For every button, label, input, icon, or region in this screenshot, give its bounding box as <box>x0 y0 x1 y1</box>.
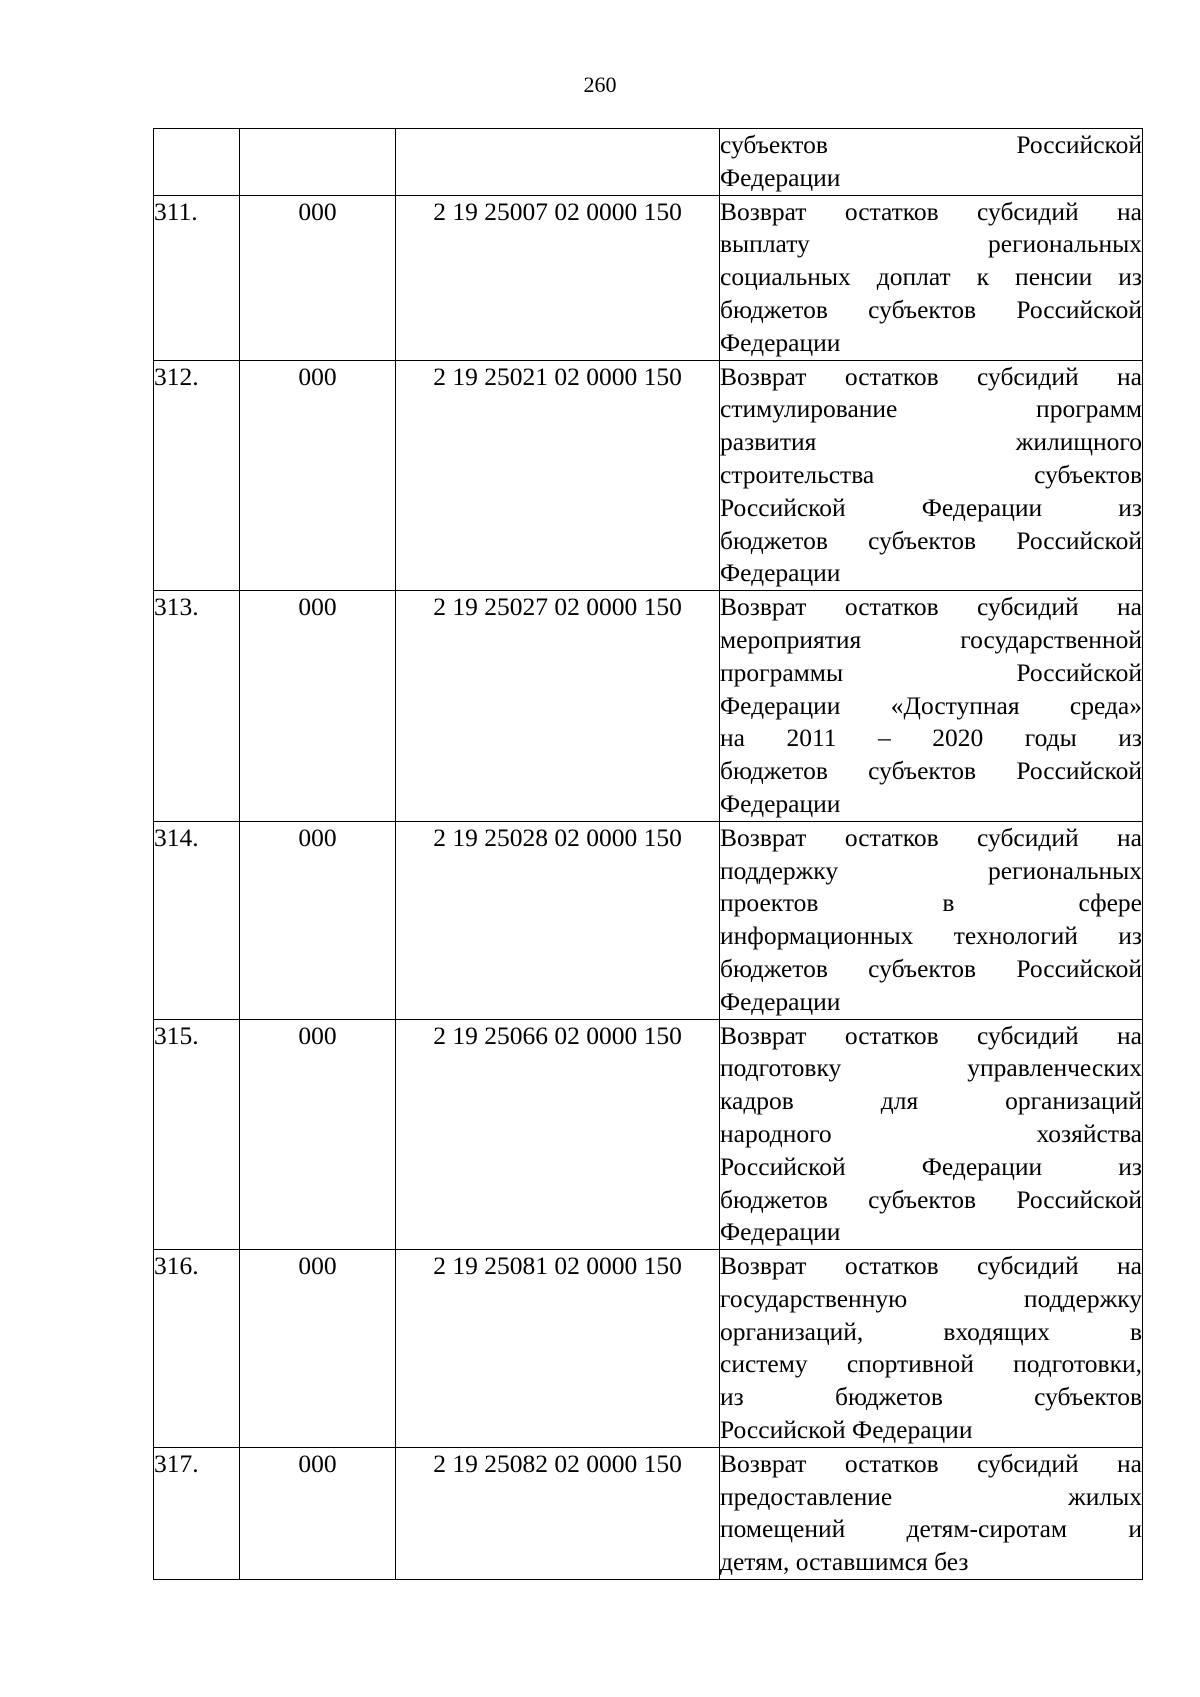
word: стимулирование <box>720 394 898 424</box>
description-line: детям, оставшимся без <box>720 1547 969 1577</box>
budget-code-cell: 2 19 25027 02 0000 150 <box>396 591 720 822</box>
description-line: Федерации <box>720 986 841 1016</box>
description-cell <box>720 1447 1143 1579</box>
word: Российской <box>1016 756 1142 786</box>
word: на <box>1117 1020 1142 1050</box>
word: из <box>720 1382 744 1412</box>
word: годы <box>1024 723 1077 753</box>
word: входящих <box>943 1316 1050 1346</box>
word: предоставление <box>720 1481 893 1511</box>
word: субсидий <box>977 1251 1079 1281</box>
word: из <box>1118 921 1142 951</box>
word: из <box>1118 492 1142 522</box>
description-line <box>720 1118 1142 1151</box>
word: субъектов <box>868 1184 977 1214</box>
description-line <box>720 361 1142 394</box>
description-line <box>720 722 1142 755</box>
admin-code-cell: 000 <box>240 1250 396 1448</box>
description-line <box>720 492 1142 525</box>
word: субъектов <box>1034 1382 1142 1412</box>
description-cell <box>720 591 1143 822</box>
table-row <box>154 591 1143 822</box>
word: Федерации <box>720 690 841 720</box>
description-line <box>720 1184 1142 1217</box>
word: 2011 <box>786 723 837 753</box>
word: жилых <box>1068 1481 1142 1511</box>
description-line <box>720 1316 1142 1349</box>
description-line <box>720 459 1142 492</box>
word: на <box>1117 196 1142 226</box>
admin-code-cell: 000 <box>240 591 396 822</box>
table-row <box>154 821 1143 1019</box>
table-row-continuation <box>154 129 1143 196</box>
description-line <box>720 294 1142 327</box>
row-number-cell: 313. <box>154 591 240 822</box>
word: остатков <box>844 822 939 852</box>
word: бюджетов <box>720 756 828 786</box>
description-line <box>720 1151 1142 1184</box>
budget-code-cell: 2 19 25028 02 0000 150 <box>396 821 720 1019</box>
admin-code-cell: 000 <box>240 195 396 360</box>
word: организаций, <box>720 1316 864 1346</box>
description-line: Федерации <box>720 788 841 818</box>
description-line: Федерации <box>720 162 841 192</box>
description-line <box>720 1381 1142 1414</box>
description-line <box>720 393 1142 426</box>
word: Федерации <box>921 1151 1043 1181</box>
budget-code-cell: 2 19 25066 02 0000 150 <box>396 1019 720 1250</box>
word: поддержку <box>720 855 839 885</box>
word: остатков <box>844 196 939 226</box>
description-line <box>720 887 1142 920</box>
word: Возврат <box>720 361 807 391</box>
word: из <box>1118 1151 1142 1181</box>
table-row <box>154 195 1143 360</box>
description-line <box>720 920 1142 953</box>
description-line <box>720 657 1142 690</box>
word: поддержку <box>1023 1283 1142 1313</box>
word: остатков <box>844 1448 939 1478</box>
word: Российской <box>1016 525 1142 555</box>
word: программы <box>720 657 844 687</box>
word: развития <box>720 427 817 457</box>
word: бюджетов <box>720 525 828 555</box>
description-line <box>720 261 1142 294</box>
word: к <box>976 262 990 292</box>
word: Российской <box>1016 953 1142 983</box>
word: остатков <box>844 1020 939 1050</box>
row-number-cell <box>154 129 240 196</box>
word: и <box>1128 1514 1142 1544</box>
word: хозяйства <box>1036 1118 1142 1148</box>
word: программ <box>1036 394 1142 424</box>
word: управленческих <box>967 1053 1142 1083</box>
word: среда» <box>1069 690 1142 720</box>
word: мероприятия <box>720 624 862 654</box>
description-line: Федерации <box>720 558 841 588</box>
word: Возврат <box>720 1020 807 1050</box>
word: социальных <box>720 262 851 292</box>
word: Возврат <box>720 822 807 852</box>
word: Возврат <box>720 1251 807 1281</box>
table-row <box>154 1250 1143 1448</box>
word: на <box>1117 1448 1142 1478</box>
word: Возврат <box>720 1448 807 1478</box>
description-line <box>720 953 1142 986</box>
description-line <box>720 1052 1142 1085</box>
word: пенсии <box>1015 262 1093 292</box>
word: на <box>1117 1251 1142 1281</box>
admin-code-cell <box>240 129 396 196</box>
word: сфере <box>1078 888 1142 918</box>
word: в <box>942 888 955 918</box>
description-line <box>720 1448 1142 1481</box>
admin-code-cell: 000 <box>240 1447 396 1579</box>
description-line <box>720 228 1142 261</box>
admin-code-cell: 000 <box>240 821 396 1019</box>
word: кадров <box>720 1086 794 1116</box>
description-line <box>720 525 1142 558</box>
budget-code-cell <box>396 129 720 196</box>
admin-code-cell: 000 <box>240 1019 396 1250</box>
word: – <box>878 723 891 753</box>
word: «Доступная <box>890 690 1020 720</box>
description-line <box>720 591 1142 624</box>
word: для <box>880 1086 919 1116</box>
table-body <box>154 129 1143 1580</box>
description-line <box>720 624 1142 657</box>
description-cell <box>720 821 1143 1019</box>
word: доплат <box>876 262 951 292</box>
word: субсидий <box>977 1020 1079 1050</box>
word: Российской <box>1016 130 1142 159</box>
word: 2020 <box>932 723 984 753</box>
row-number-cell: 314. <box>154 821 240 1019</box>
description-line <box>720 426 1142 459</box>
budget-code-cell: 2 19 25021 02 0000 150 <box>396 360 720 591</box>
word: организаций <box>1005 1086 1142 1116</box>
word: Российской <box>1016 294 1142 324</box>
budget-codes-table <box>153 128 1143 1580</box>
description-line <box>720 1513 1142 1546</box>
description-cell <box>720 1019 1143 1250</box>
description-line: Российской Федерации <box>720 1415 973 1445</box>
description-line <box>720 1348 1142 1381</box>
row-number-cell: 317. <box>154 1447 240 1579</box>
word: субсидий <box>977 196 1079 226</box>
word: субсидий <box>977 592 1079 622</box>
word: проектов <box>720 888 819 918</box>
word: подготовки, <box>1013 1349 1142 1379</box>
description-line <box>720 690 1142 723</box>
page-number: 260 <box>583 72 617 97</box>
word: субсидий <box>977 1448 1079 1478</box>
description-line <box>720 1085 1142 1118</box>
word: народного <box>720 1118 832 1148</box>
table-row <box>154 1019 1143 1250</box>
row-number-cell: 316. <box>154 1250 240 1448</box>
word: государственную <box>720 1283 908 1313</box>
description-cell <box>720 1250 1143 1448</box>
table-row <box>154 1447 1143 1579</box>
description-line <box>720 1481 1142 1514</box>
word: в <box>1129 1316 1142 1346</box>
description-cell <box>720 360 1143 591</box>
budget-code-cell: 2 19 25082 02 0000 150 <box>396 1447 720 1579</box>
word: на <box>1117 361 1142 391</box>
word: из <box>1118 723 1142 753</box>
word: остатков <box>844 1251 939 1281</box>
word: на <box>720 723 745 753</box>
word: на <box>1117 592 1142 622</box>
description-line <box>720 1283 1142 1316</box>
table-row <box>154 360 1143 591</box>
word: субъектов <box>720 130 828 159</box>
word: технологий <box>953 921 1078 951</box>
description-line: Федерации <box>720 1217 841 1247</box>
row-number-cell: 311. <box>154 195 240 360</box>
description-line <box>720 1020 1142 1053</box>
row-number-cell: 312. <box>154 360 240 591</box>
word: региональных <box>988 229 1142 259</box>
word: помещений <box>720 1514 846 1544</box>
description-line <box>720 855 1142 888</box>
word: Российской <box>720 1151 846 1181</box>
row-number-cell: 315. <box>154 1019 240 1250</box>
word: субъектов <box>868 294 977 324</box>
word: остатков <box>844 361 939 391</box>
word: жилищного <box>1015 427 1142 457</box>
word: Российской <box>1016 657 1142 687</box>
word: остатков <box>844 592 939 622</box>
word: субсидий <box>977 822 1079 852</box>
description-line: Федерации <box>720 327 841 357</box>
description-line <box>720 1250 1142 1283</box>
word: систему <box>720 1349 808 1379</box>
word: бюджетов <box>720 1184 828 1214</box>
word: бюджетов <box>720 953 828 983</box>
word: информационных <box>720 921 914 951</box>
admin-code-cell: 000 <box>240 360 396 591</box>
description-line <box>720 755 1142 788</box>
word: подготовку <box>720 1053 842 1083</box>
word: выплату <box>720 229 810 259</box>
budget-code-cell: 2 19 25081 02 0000 150 <box>396 1250 720 1448</box>
word: спортивной <box>846 1349 974 1379</box>
word: детям-сиротам <box>906 1514 1068 1544</box>
word: субъектов <box>868 525 977 555</box>
word: бюджетов <box>720 294 828 324</box>
description-line <box>720 129 1142 162</box>
word: субъектов <box>868 756 977 786</box>
word: региональных <box>988 855 1142 885</box>
word: субъектов <box>868 953 977 983</box>
word: бюджетов <box>834 1382 943 1412</box>
word: Возврат <box>720 592 807 622</box>
word: субсидий <box>977 361 1079 391</box>
word: Федерации <box>921 492 1043 522</box>
description-cell <box>720 195 1143 360</box>
word: Российской <box>720 492 846 522</box>
word: государственной <box>960 624 1142 654</box>
budget-code-cell: 2 19 25007 02 0000 150 <box>396 195 720 360</box>
word: из <box>1118 262 1142 292</box>
description-cell <box>720 129 1143 196</box>
word: на <box>1117 822 1142 852</box>
word: субъектов <box>1034 459 1142 489</box>
word: Российской <box>1016 1184 1142 1214</box>
description-line <box>720 196 1142 229</box>
description-line <box>720 822 1142 855</box>
word: Возврат <box>720 196 807 226</box>
word: строительства <box>720 459 875 489</box>
